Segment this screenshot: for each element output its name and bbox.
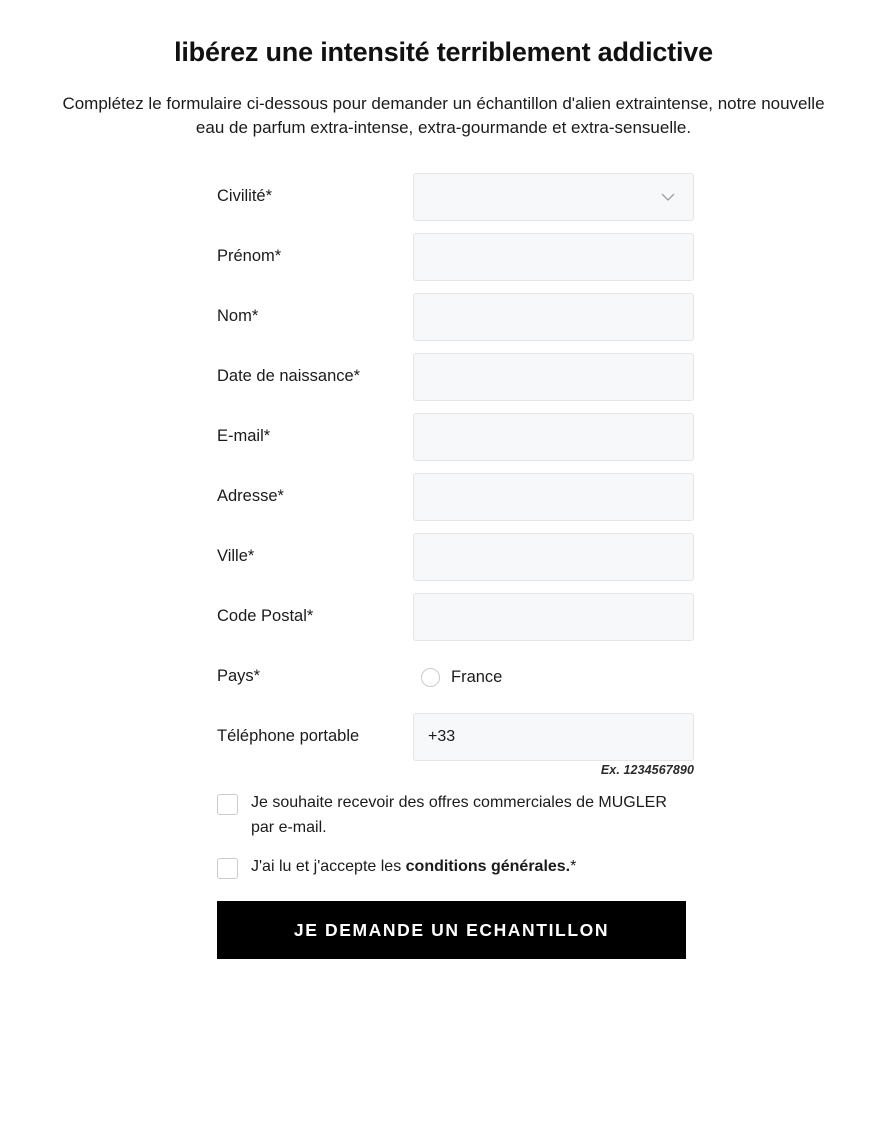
nom-field[interactable]	[413, 293, 694, 341]
page-intro	[0, 92, 887, 141]
form-row-ville	[0, 533, 887, 581]
ville-field[interactable]	[413, 533, 694, 581]
label-ville: Ville*	[217, 547, 255, 566]
label-code-postal: Code Postal*	[217, 607, 314, 626]
date-naissance-field[interactable]	[413, 353, 694, 401]
label-telephone: Téléphone portable	[217, 727, 360, 746]
radio-france-label: France	[451, 667, 503, 686]
consent-terms-text-after: *	[570, 857, 577, 875]
submit-button[interactable]: JE DEMANDE UN ECHANTILLON	[217, 901, 686, 959]
code-postal-field[interactable]	[413, 593, 694, 641]
form-row-pays	[0, 653, 887, 701]
telephone-hint-row	[0, 763, 887, 777]
label-nom: Nom*	[217, 307, 259, 326]
hint-spacer	[217, 763, 413, 777]
date-naissance-input[interactable]	[428, 354, 679, 400]
adresse-field[interactable]	[413, 473, 694, 521]
label-email: E-mail*	[217, 427, 271, 446]
nom-input[interactable]	[428, 294, 679, 340]
page-intro-line-1: Complétez le formulaire ci-dessous pour demander un échantillon d'alien extraintense, notre nouvelle	[62, 93, 825, 113]
chevron-down-icon	[659, 188, 677, 206]
code-postal-input[interactable]	[428, 594, 679, 640]
form-row-telephone	[0, 713, 887, 761]
label-pays: Pays*	[217, 667, 261, 686]
form-row-prenom	[0, 233, 887, 281]
form-row-nom	[0, 293, 887, 341]
telephone-input[interactable]	[428, 714, 679, 760]
form-row-adresse	[0, 473, 887, 521]
submit-row	[0, 901, 887, 959]
adresse-input[interactable]	[428, 474, 679, 520]
form-row-civilite	[0, 173, 887, 221]
consent-row-terms[interactable]	[0, 855, 887, 880]
civilite-select[interactable]	[413, 173, 694, 221]
label-civilite: Civilité*	[217, 187, 273, 206]
form-row-code-postal	[0, 593, 887, 641]
form-row-date-naissance	[0, 353, 887, 401]
form-row-email	[0, 413, 887, 461]
consent-marketing-label: Je souhaite recevoir des offres commerciales de MUGLER par e-mail.	[251, 794, 667, 836]
telephone-hint: Ex. 1234567890	[600, 763, 694, 778]
prenom-field[interactable]	[413, 233, 694, 281]
checkbox-marketing[interactable]	[217, 794, 238, 815]
consent-terms-label	[251, 855, 576, 880]
label-adresse: Adresse*	[217, 487, 284, 506]
prenom-input[interactable]	[428, 234, 679, 280]
consent-row-marketing[interactable]	[0, 791, 887, 841]
checkbox-terms[interactable]	[217, 858, 238, 879]
page-title: libérez une intensité terriblement addictive	[174, 37, 713, 67]
consent-terms-link[interactable]: conditions générales.	[405, 857, 571, 875]
radio-france[interactable]	[421, 668, 440, 687]
ville-input[interactable]	[428, 534, 679, 580]
email-field[interactable]	[413, 413, 694, 461]
page-intro-line-2: eau de parfum extra-intense, extra-gourmande et extra-sensuelle.	[195, 118, 692, 138]
label-date-naissance: Date de naissance*	[217, 367, 361, 386]
consent-terms-text-before: J'ai lu et j'accepte les	[251, 857, 406, 875]
email-input[interactable]	[428, 414, 679, 460]
pays-option-france[interactable]	[413, 653, 694, 701]
label-prenom: Prénom*	[217, 247, 282, 266]
telephone-field[interactable]	[413, 713, 694, 761]
sample-request-form	[0, 173, 887, 959]
